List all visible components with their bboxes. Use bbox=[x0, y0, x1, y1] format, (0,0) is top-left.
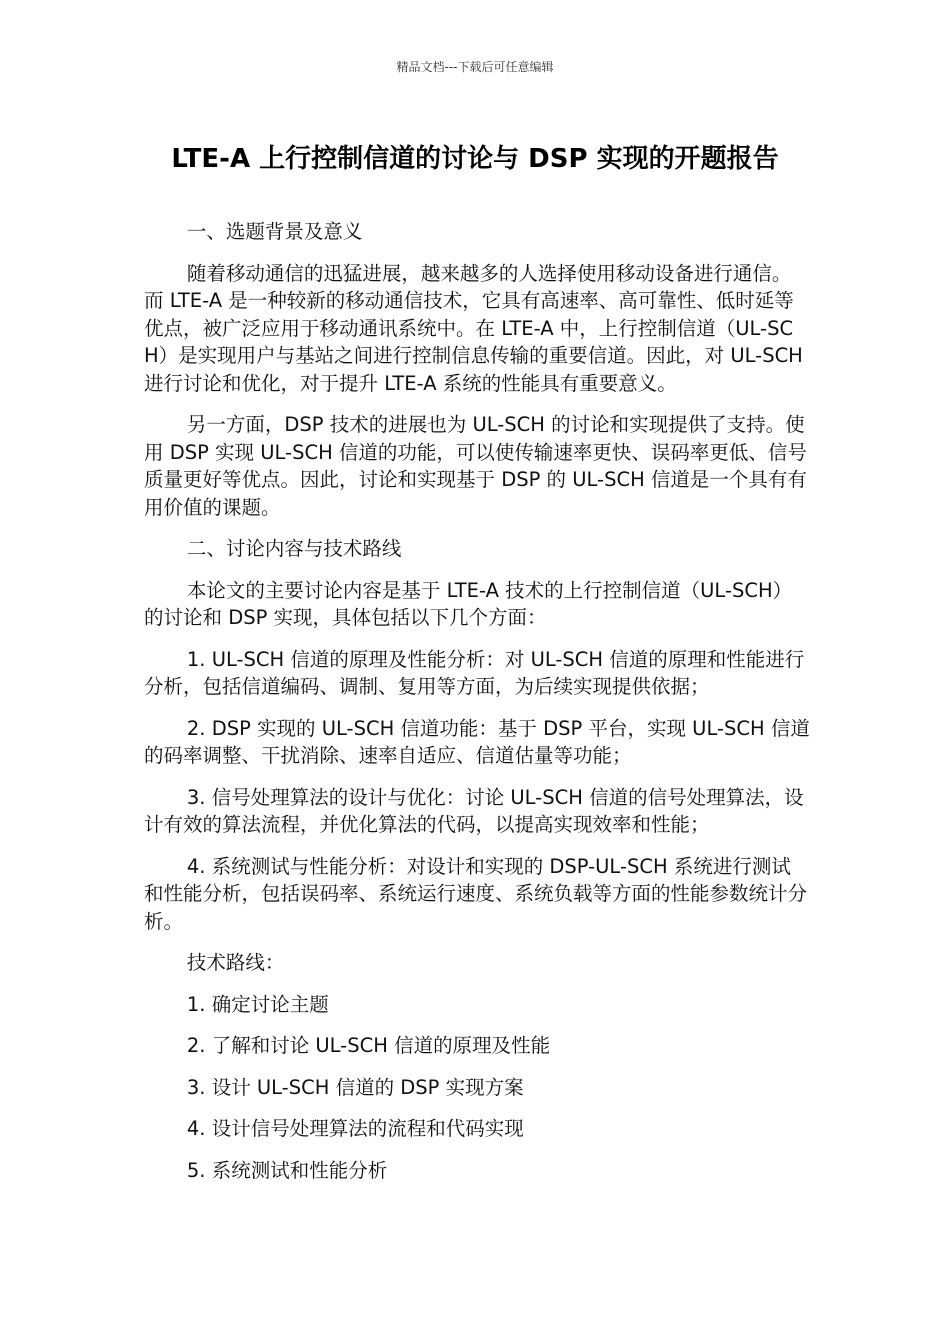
section-heading-content: 二、讨论内容与技术路线 bbox=[186, 537, 402, 560]
list-item-content-2: 2. DSP 实现的 UL-SCH 信道功能：基于 DSP 平台，实现 UL-SCH 信道的码率调整、干扰消除、速率自适应、信道估量等功能； bbox=[144, 716, 810, 767]
list-item-content-3: 3. 信号处理算法的设计与优化：讨论 UL-SCH 信道的信号处理算法，设计有效的算法流程，并优化算法的代码，以提高实现效率和性能； bbox=[144, 785, 804, 836]
paragraph-dsp-support: 另一方面，DSP 技术的进展也为 UL-SCH 的讨论和实现提供了支持。使用 DSP 实现 UL-SCH 信道的功能，可以使传输速率更快、误码率更低、信号质量更好等优点。因此，讨论和实现基于 DSP 的 UL-SCH 信道是一个具有有用价值的课题。 bbox=[144, 413, 807, 519]
paragraph-background: 随着移动通信的迅猛进展，越来越多的人选择使用移动设备进行通信。而 LTE-A 是一种较新的移动通信技术，它具有高速率、高可靠性、低时延等优点，被广泛应用于移动通讯系统中。在 LTE-A 中，上行控制信道（UL-SCH）是实现用户与基站之间进行控制信息传输的重要信道。因此，对 UL-SCH 进行讨论和优化，对于提升 LTE-A 系统的性能具有重要意义。 bbox=[144, 261, 803, 395]
document-title: LTE-A 上行控制信道的讨论与 DSP 实现的开题报告 bbox=[171, 144, 779, 174]
section-heading-background: 一、选题背景及意义 bbox=[186, 220, 363, 243]
paragraph-content-intro: 本论文的主要讨论内容是基于 LTE-A 技术的上行控制信道（UL-SCH）的讨论和 DSP 实现，具体包括以下几个方面： bbox=[144, 578, 793, 629]
list-item-route-3: 3. 设计 UL-SCH 信道的 DSP 实现方案 bbox=[186, 1075, 524, 1099]
header-note: 精品文档---下载后可任意编辑 bbox=[396, 60, 554, 74]
list-item-content-4: 4. 系统测试与性能分析：对设计和实现的 DSP-UL-SCH 系统进行测试和性能分析，包括误码率、系统运行速度、系统负载等方面的性能参数统计分析。 bbox=[144, 854, 808, 933]
technical-route-heading: 技术路线： bbox=[186, 951, 285, 974]
list-item-route-5: 5. 系统测试和性能分析 bbox=[186, 1158, 388, 1182]
list-item-route-4: 4. 设计信号处理算法的流程和代码实现 bbox=[186, 1117, 524, 1140]
list-item-route-1: 1. 确定讨论主题 bbox=[186, 992, 329, 1016]
list-item-route-2: 2. 了解和讨论 UL-SCH 信道的原理及性能 bbox=[186, 1034, 551, 1057]
document-body bbox=[144, 218, 810, 1198]
list-item-content-1: 1. UL-SCH 信道的原理及性能分析：对 UL-SCH 信道的原理和性能进行分析，包括信道编码、调制、复用等方面，为后续实现提供依据； bbox=[144, 647, 805, 698]
